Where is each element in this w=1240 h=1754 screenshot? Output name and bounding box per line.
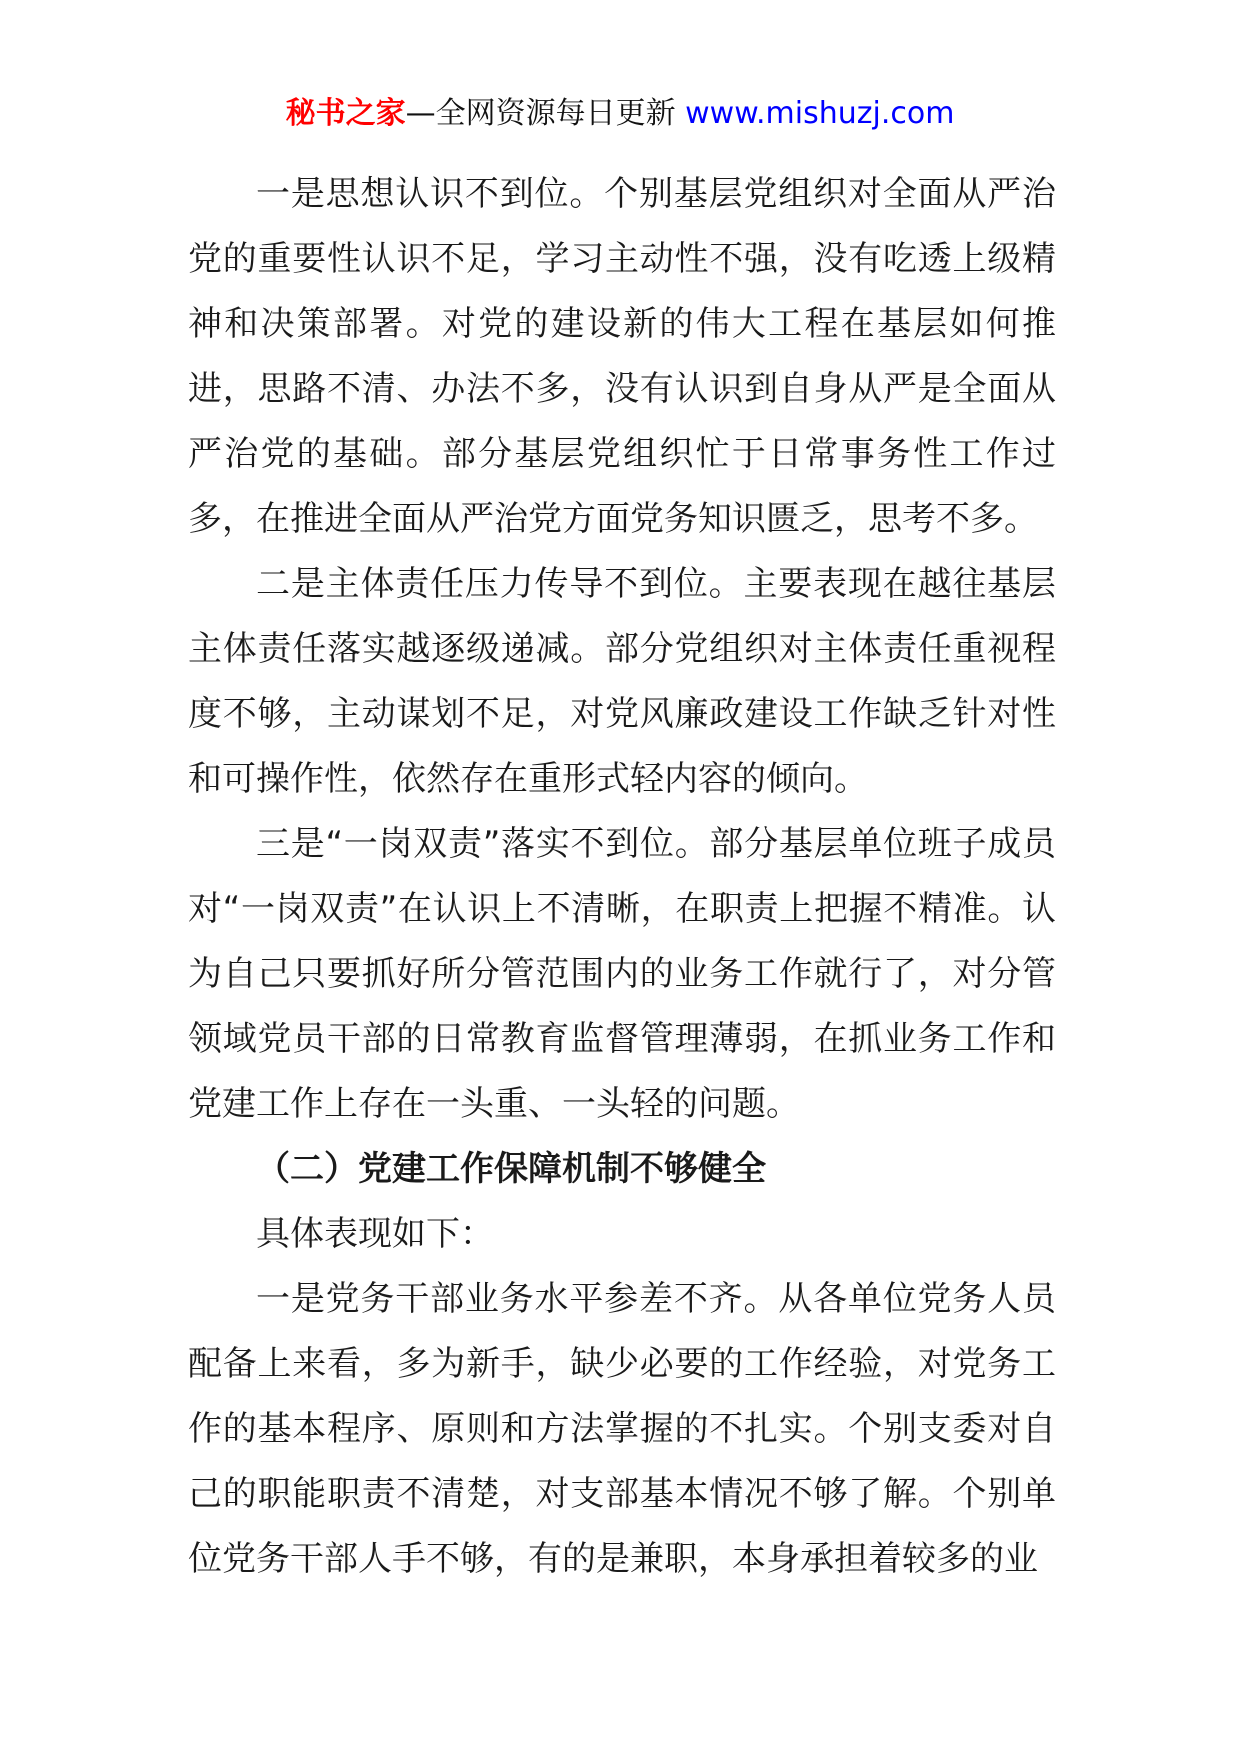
paragraph-4: 具体表现如下： — [256, 1214, 494, 1254]
paragraph-3: 三是“一岗双责”落实不到位。部分基层单位班子成员对“一岗双责”在认识上不清晰，在职责上把握不精准。认为自己只要抓好所分管范围内的业务工作就行了，对分管领域党员干部的日常教育监督管理薄弱，在抓业务工作和党建工作上存在一头重、一头轻的问题。 — [188, 824, 1056, 1124]
paragraph-1: 一是思想认识不到位。个别基层党组织对全面从严治党的重要性认识不足，学习主动性不强，没有吃透上级精神和决策部署。对党的建设新的伟大工程在基层如何推进，思路不清、办法不多，没有认识到自身从严是全面从严治党的基础。部分基层党组织忙于日常事务性工作过多，在推进全面从严治党方面党务知识匮乏，思考不多。 — [188, 174, 1056, 539]
section-heading: （二）党建工作保障机制不够健全 — [256, 1149, 766, 1189]
paragraph-5: 一是党务干部业务水平参差不齐。从各单位党务人员配备上来看，多为新手，缺少必要的工作经验，对党务工作的基本程序、原则和方法掌握的不扎实。个别支委对自己的职能职责不清楚，对支部基本情况不够了解。个别单位党务干部人手不够，有的是兼职，本身承担着较多的业 — [188, 1279, 1056, 1579]
brand-name: 秘书之家 — [285, 96, 406, 131]
document-body — [188, 162, 1056, 1592]
page-header — [0, 92, 1240, 136]
header-slogan: —全网资源每日更新 — [405, 96, 686, 131]
paragraph-2: 二是主体责任压力传导不到位。主要表现在越往基层主体责任落实越逐级递减。部分党组织对主体责任重视程度不够，主动谋划不足，对党风廉政建设工作缺乏针对性和可操作性，依然存在重形式轻内容的倾向。 — [188, 564, 1056, 799]
header-url: www.mishuzj.com — [685, 96, 955, 131]
